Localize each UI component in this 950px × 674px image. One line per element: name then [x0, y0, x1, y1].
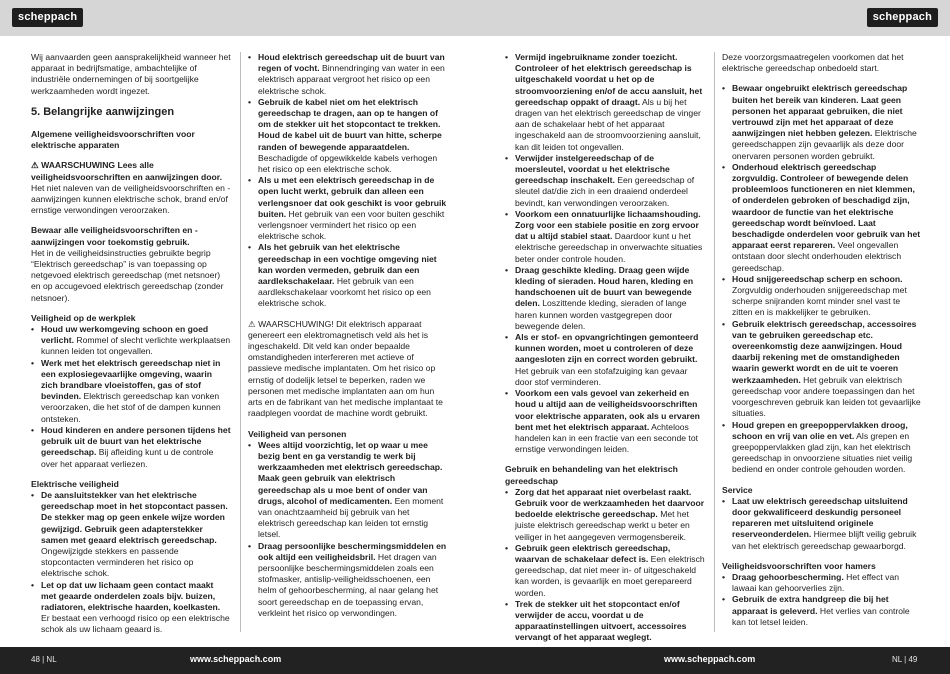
item-bold: Gebruik de kabel niet om het elektrisch gereedschap te dragen, aan op te hangen of om de stekker uit het stopcontact te trekken. Houd de kabel uit de buurt van hitte, scherpe randen of bewegende apparaatdelen.	[258, 96, 442, 152]
persons-list	[248, 440, 448, 619]
item-text: Een elektrisch gereedschap, dat niet meer in- of uitgeschakeld kan worden, is gevaarlijk en moet gerepareerd worden.	[515, 553, 705, 598]
list-item	[722, 162, 922, 274]
keep-text: Het in de veiligheidsinstructies gebruikte begrip “Elektrisch gereedschap” is van toepassing op netgevoed elektrisch gereedschap (met netsnoer) en op accugevoed elektrisch gereedschap (zonder netsnoer).	[31, 247, 224, 303]
column-divider	[714, 52, 715, 632]
column-2	[248, 52, 448, 628]
handling-list	[505, 487, 705, 644]
list-item	[248, 242, 448, 309]
item-text: Achteloos handelen kan in een fractie van een seconde tot ernstige verwondingen leiden.	[515, 421, 698, 455]
footer-band	[0, 647, 950, 674]
item-bold: Voorkom een onnatuurlijke lichaamshouding. Zorg voor een stabiele positie en zorg ervoor dat u altijd stabiel staat.	[515, 208, 701, 242]
list-item	[505, 332, 705, 388]
item-bold: Trek de stekker uit het stopcontact en/of verwijder de accu, voordat u de apparaatinstellingen uitvoert, accessoires vervangt of het apparaat weglegt.	[515, 598, 687, 643]
general-heading: Algemene veiligheidsvoorschriften voor elektrische apparaten	[31, 129, 195, 151]
item-text: Een moment van onachtzaamheid bij gebruik van het elektrisch gereedschap kan leiden tot ernstig letsel.	[258, 495, 444, 540]
list-item	[248, 97, 448, 175]
item-bold: Houd kinderen en andere personen tijdens het gebruik uit de buurt van het elektrische gereedschap.	[41, 424, 231, 458]
item-bold: Als er stof- en opvangrichtingen gemonteerd kunnen worden, moet u controleren of deze aangesloten zijn en correct worden gebruikt.	[515, 332, 699, 365]
list-item	[31, 358, 231, 425]
item-text: Met het juiste elektrisch gereedschap werkt u beter en veiliger in het aangegeven vermogensbereik.	[515, 509, 690, 542]
warning-bold: ⚠ WAARSCHUWING Lees alle veiligheidsvoorschriften en aanwijzingen door.	[31, 160, 223, 182]
item-text: Hiermee blijft veilig gebruik van het elektrisch gereedschap gewaarborgd.	[732, 529, 917, 551]
list-item	[31, 425, 231, 470]
warning-text: Het niet naleven van de veiligheidsvoorschriften en -aanwijzingen kunnen elektrische schok, brand en/of ernstige verwondingen veroorzaken.	[31, 182, 231, 216]
workplace-list	[31, 324, 231, 470]
electrical-list	[31, 490, 231, 636]
item-text: Zorgvuldig onderhouden snijgereedschap met scherpe snijranden komt minder snel vast te zitten en is makkelijker te gebruiken.	[732, 285, 907, 318]
item-bold: Draag persoonlijke beschermingsmiddelen en ook altijd een veiligheidsbril.	[258, 540, 447, 562]
item-bold: Onderhoud elektrisch gereedschap zorgvuldig. Controleer of bewegende delen probleemloos functioneren en niet klemmen, of onderdelen gebroken of beschadigd zijn, waardoor de functie van het elektrische gereedschap wordt beïnvloed. Laat beschadigde onderdelen voor gebruik van het apparaat eerst repareren.	[732, 161, 921, 251]
column-3	[505, 52, 705, 653]
column-4	[722, 52, 922, 637]
item-bold: Draag geschikte kleding. Draag geen wijde kleding of sieraden. Houd haren, kleding en handschoenen uit de buurt van bewegende delen.	[515, 264, 694, 309]
list-item	[31, 324, 231, 358]
persons-list-cont	[505, 52, 705, 455]
page-number-right: NL | 49	[892, 655, 918, 664]
item-bold: Bewaar ongebruikt elektrisch gereedschap buiten het bereik van kinderen. Laat geen personen het apparaat gebruiken, die niet vertrouwd zijn met het apparaat of deze aanwijzingen niet hebben gelezen.	[732, 83, 908, 139]
workplace-heading: Veiligheid op de werkplek	[31, 312, 136, 323]
item-bold: Gebruik elektrisch gereedschap, accessoires van te gebruiken gereedschap etc. overeenkomstig deze aanwijzingen. Houd daarbij rekening met de omstandigheden waarin gewerkt wordt en de uit te voeren werkzaamheden.	[732, 318, 917, 385]
item-text: Loszittende kleding, sieraden of lange haren kunnen worden vastgegrepen door bewegende delen.	[515, 298, 687, 331]
list-item	[722, 319, 922, 420]
item-bold: Zorg dat het apparaat niet overbelast raakt. Gebruik voor de werkzaamheden het daarvoor bedoelde elektrische gereedschap.	[515, 486, 705, 520]
list-item	[722, 83, 922, 161]
item-bold: Draag gehoorbescherming.	[732, 571, 844, 582]
item-text: Ongewijzigde stekkers en passende stopcontacten verminderen het risico op elektrische schok.	[41, 545, 194, 579]
item-text: Elektrische gereedschappen zijn gevaarlijk als deze door onervaren personen worden gebruikt.	[732, 128, 917, 161]
list-item	[31, 490, 231, 580]
item-text: Bij afleiding kunt u de controle over het apparaat verliezen.	[41, 447, 214, 469]
persons-heading: Veiligheid van personen	[248, 428, 347, 439]
item-bold: Verwijder instelgereedschap of de moersleutel, voordat u het elektrische gereedschap inschakelt.	[515, 152, 670, 186]
hammer-heading: Veiligheidsvoorschriften voor hamers	[722, 560, 876, 571]
item-text: Een gereedschap of sleutel dat/die zich in een draaiend onderdeel bevindt, kan verwondingen veroorzaken.	[515, 175, 695, 208]
column-divider	[240, 52, 241, 632]
hammer-list	[722, 572, 922, 628]
keep-heading: Bewaar alle veiligheidsvoorschriften en -aanwijzingen voor toekomstig gebruik.	[31, 225, 198, 247]
item-text: Het dragen van persoonlijke beschermingsmiddelen zoals een stofmasker, antislip-veiligheidsschoenen, een helm of gehoorbescherming, al naar gelang het soort gereedschap en de toepassing ervan, verkleint het risico op verwondingen.	[258, 551, 439, 618]
list-item	[505, 599, 705, 644]
handling-heading: Gebruik en behandeling van het elektrisch gereedschap	[505, 464, 678, 486]
item-bold: Houd uw werkomgeving schoon en goed verlicht.	[41, 324, 209, 346]
electrical-list-cont	[248, 52, 448, 310]
item-bold: Als het gebruik van het elektrische gereedschap in een vochtige omgeving niet kan worden vermeden, gebruik dan een aardlekschakelaar.	[258, 242, 437, 287]
item-bold: Vermijd ingebruikname zonder toezicht. Controleer of het elektrisch gereedschap is uitgeschakeld voordat u het op de stroomvoorziening en/of de accu aansluit, het gereedschap oppakt of draagt.	[515, 52, 703, 107]
page-number-left: 48 | NL	[31, 655, 57, 664]
item-text: Als grepen en greepoppervlakken glad zijn, kan het elektrisch gereedschap in onvoorziene situaties niet veilig bediend en onder controle gehouden worden.	[732, 430, 913, 475]
list-item	[248, 52, 448, 97]
list-item	[248, 541, 448, 619]
list-item	[248, 175, 448, 242]
item-text: Het gebruik van een stofafzuiging kan gevaar door stof verminderen.	[515, 365, 688, 387]
item-bold: Houd snijgereedschap scherp en schoon.	[732, 273, 903, 284]
brand-logo-right: scheppach	[867, 8, 938, 27]
list-item	[505, 153, 705, 209]
item-text: Rommel of slecht verlichte werkplaatsen kunnen leiden tot ongevallen.	[41, 335, 231, 357]
item-text: Het gebruik van een voor buiten geschikt verlengsnoer vermindert het risico op een elektrische schok.	[258, 208, 445, 242]
emf-warning: ⚠ WAARSCHUWING! Dit elektrisch apparaat genereert een elektromagnetisch veld als het is ingeschakeld. Dit veld kan onder bepaalde omstandigheden interfereren met actieve of passieve medische implantaten. Om het risico op ernstig of dodelijk letsel te beperken, raden we personen met medische implantaten aan om hun arts en de fabrikant van het medische implantaat te raadplegen voordat de machine wordt gebruikt.	[248, 318, 443, 419]
electrical-heading: Elektrische veiligheid	[31, 478, 119, 489]
list-item	[722, 274, 922, 319]
item-text: Daardoor kunt u het elektrische gereedschap in onverwachte situaties beter onder controle houden.	[515, 231, 703, 264]
item-bold: Wees altijd voorzichtig, let op waar u mee bezig bent en ga verstandig te werk bij werkzaamheden met elektrisch gereedschap. Maak geen gebruik van elektrisch gereedschap als u moe bent of onder van drugs, alcohol of medicamenten.	[258, 439, 443, 506]
item-text: Binnendringing van water in een elektrisch apparaat vergroot het risico op een elektrische schok.	[258, 63, 445, 96]
item-bold: De aansluitstekker van het elektrische gereedschap moet in het stopcontact passen. De stekker mag op geen enkele wijze worden gewijzigd. Gebruik geen adapterstekker samen met geaard elektrisch gereedschap.	[41, 489, 228, 545]
item-text: Beschadigde of opgewikkelde kabels verhogen het risico op een elektrische schok.	[258, 152, 438, 175]
item-text: Als u bij het dragen van het elektrisch gereedschap de vinger aan de schakelaar hebt of het apparaat ingeschakeld aan de stroomvoorziening aansluit, kan dit leiden tot ongevallen.	[515, 96, 701, 152]
list-item	[248, 440, 448, 541]
list-item	[722, 420, 922, 476]
item-text: Er bestaat een verhoogd risico op een elektrische schok als uw lichaam geaard is.	[41, 613, 230, 635]
list-item	[505, 209, 705, 265]
item-text: Elektrisch gereedschap kan vonken veroorzaken, die het stof of de dampen kunnen ontsteken.	[41, 391, 221, 424]
section-heading: 5. Belangrijke aanwijzingen	[31, 105, 175, 118]
brand-logo-left: scheppach	[12, 8, 83, 27]
handling-list-cont	[722, 83, 922, 475]
list-item	[505, 265, 705, 332]
list-item	[505, 388, 705, 455]
website-link-right[interactable]: www.scheppach.com	[664, 654, 756, 664]
intro-paragraph: Wij aanvaarden geen aansprakelijkheid wanneer het apparaat in bedrijfsmatige, ambachtelijke of industriële ondernemingen of bij soortgelijke werkzaamheden wordt ingezet.	[31, 52, 231, 96]
service-list	[722, 496, 922, 552]
website-link-left[interactable]: www.scheppach.com	[190, 654, 282, 664]
header-band	[0, 0, 950, 36]
item-bold: Als u met een elektrisch gereedschap in de open lucht werkt, gebruik dan alleen een verlengsnoer dat ook geschikt is voor gebruik buiten.	[258, 175, 447, 219]
column-1	[31, 52, 231, 645]
list-item	[505, 52, 705, 153]
list-item	[505, 487, 705, 543]
item-bold: Gebruik geen elektrisch gereedschap, waarvan de schakelaar defect is.	[515, 542, 671, 564]
item-bold: Houd elektrisch gereedschap uit de buurt van regen of vocht.	[258, 52, 445, 74]
item-bold: Voorkom een vals gevoel van zekerheid en houd u altijd aan de veiligheidsvoorschriften voor elektrische apparaten, ook als u ervaren bent met het elektrisch apparaat.	[515, 388, 700, 432]
item-text: Het verlies van controle kan tot letsel leiden.	[732, 605, 910, 627]
list-item	[31, 580, 231, 636]
list-item	[722, 594, 922, 628]
warning-paragraph	[31, 160, 231, 216]
service-heading: Service	[722, 484, 753, 495]
list-item	[722, 572, 922, 594]
list-item	[722, 496, 922, 552]
item-text: Het effect van lawaai kan gehoorverlies zijn.	[732, 571, 900, 594]
item-text: Het gebruik van een aardlekschakelaar voorkomt het risico op een elektrische schok.	[258, 276, 431, 309]
item-bold: Werk met het elektrisch gereedschap niet in een explosiegevaarlijke omgeving, waarin zich brandbare vloeistoffen, gas of stof bevinden.	[41, 357, 221, 402]
item-bold: Let op dat uw lichaam geen contact maakt met geaarde onderdelen zoals bijv. buizen, radiatoren, elektrische haarden, koelkasten.	[41, 579, 221, 612]
precaution-paragraph: Deze voorzorgsmaatregelen voorkomen dat het elektrische gereedschap onbedoeld start.	[722, 52, 904, 74]
item-bold: Laat uw elektrisch gereedschap uitsluitend door gekwalificeerd deskundig personeel repareren met uitsluitend originele reserveonderdelen.	[732, 495, 908, 540]
list-item	[505, 543, 705, 599]
item-text: Veel ongevallen ontstaan door slecht onderhouden elektrisch gereedschap.	[732, 240, 902, 273]
item-bold: Gebruik de extra handgreep die bij het apparaat is geleverd.	[732, 594, 889, 616]
item-text: Het gebruik van elektrisch gereedschap voor andere toepassingen dan het voorgeschreven gebruik kan leiden tot gevaarlijke situaties.	[732, 374, 921, 419]
item-bold: Houd grepen en greepoppervlakken droog, schoon en vrij van olie en vet.	[732, 419, 908, 441]
